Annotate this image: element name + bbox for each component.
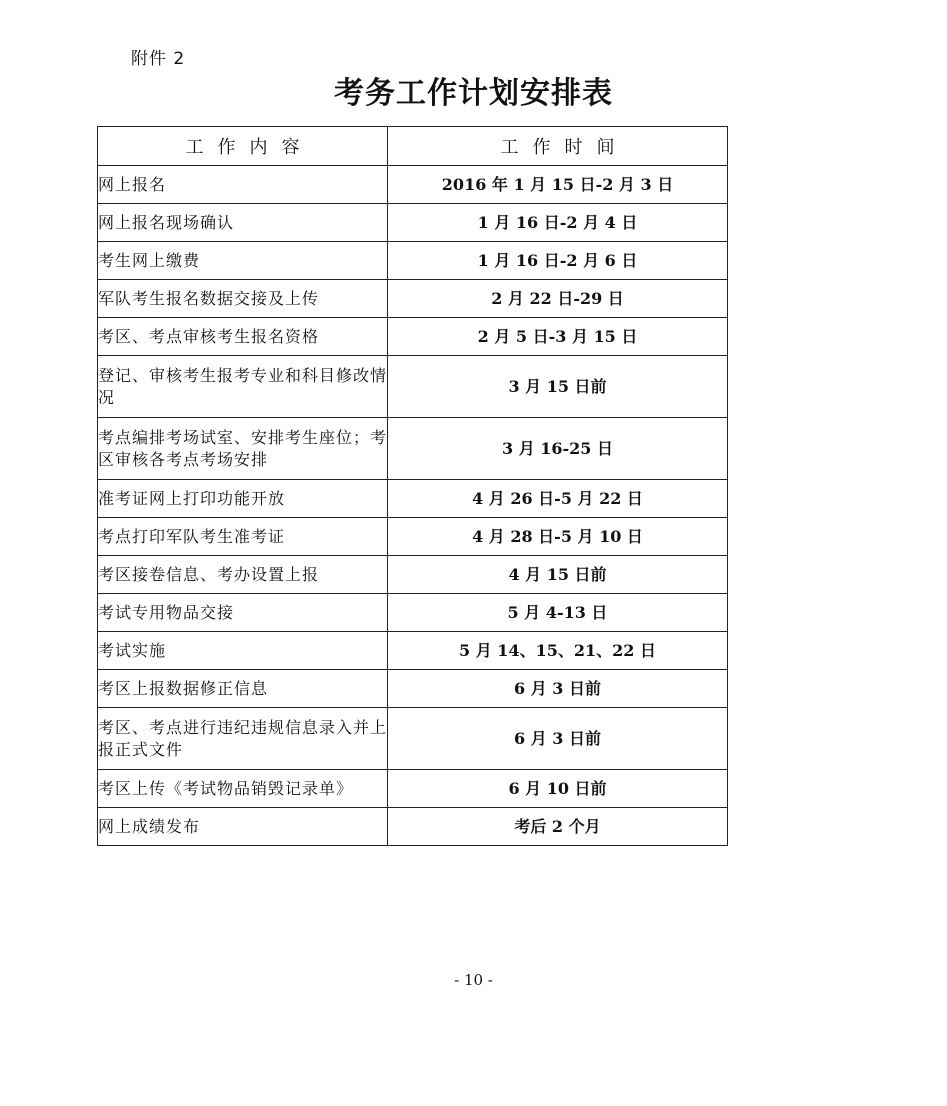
attachment-label: 附件 2	[131, 49, 186, 69]
table-row	[98, 204, 728, 242]
task-cell: 考点编排考场试室、安排考生座位；考区审核各考点考场安排	[98, 418, 388, 480]
time-cell: 2016 年 1 月 15 日-2 月 3 日	[388, 166, 728, 204]
table-row	[98, 594, 728, 632]
table-row	[98, 556, 728, 594]
time-cell: 4 月 15 日前	[388, 556, 728, 594]
task-cell: 考区、考点审核考生报名资格	[98, 318, 388, 356]
time-cell: 1 月 16 日-2 月 6 日	[388, 242, 728, 280]
table-row	[98, 670, 728, 708]
task-cell: 考生网上缴费	[98, 242, 388, 280]
table-row	[98, 632, 728, 670]
time-cell: 2 月 22 日-29 日	[388, 280, 728, 318]
task-cell: 考试实施	[98, 632, 388, 670]
time-cell: 6 月 3 日前	[388, 670, 728, 708]
task-cell: 考试专用物品交接	[98, 594, 388, 632]
task-cell: 网上报名现场确认	[98, 204, 388, 242]
table-row	[98, 280, 728, 318]
task-cell: 网上成绩发布	[98, 808, 388, 846]
table-row	[98, 166, 728, 204]
table-row	[98, 708, 728, 770]
task-cell: 军队考生报名数据交接及上传	[98, 280, 388, 318]
task-cell: 考区接卷信息、考办设置上报	[98, 556, 388, 594]
page-title: 考务工作计划安排表	[334, 76, 613, 111]
time-cell: 1 月 16 日-2 月 4 日	[388, 204, 728, 242]
table-row	[98, 418, 728, 480]
time-cell: 5 月 14、15、21、22 日	[388, 632, 728, 670]
table-row	[98, 518, 728, 556]
table-row	[98, 318, 728, 356]
task-cell: 考点打印军队考生准考证	[98, 518, 388, 556]
header-work-content: 工作内容	[98, 127, 388, 166]
time-cell: 考后 2 个月	[388, 808, 728, 846]
time-cell: 5 月 4-13 日	[388, 594, 728, 632]
task-cell: 考区上报数据修正信息	[98, 670, 388, 708]
time-cell: 2 月 5 日-3 月 15 日	[388, 318, 728, 356]
table-row	[98, 356, 728, 418]
page-number: - 10 -	[454, 971, 493, 989]
time-cell: 6 月 3 日前	[388, 708, 728, 770]
table-row	[98, 770, 728, 808]
table-row	[98, 808, 728, 846]
task-cell: 网上报名	[98, 166, 388, 204]
task-cell: 考区上传《考试物品销毁记录单》	[98, 770, 388, 808]
task-cell: 准考证网上打印功能开放	[98, 480, 388, 518]
table-row	[98, 480, 728, 518]
time-cell: 3 月 15 日前	[388, 356, 728, 418]
schedule-table	[97, 126, 728, 846]
time-cell: 4 月 26 日-5 月 22 日	[388, 480, 728, 518]
task-cell: 登记、审核考生报考专业和科目修改情况	[98, 356, 388, 418]
table-row	[98, 242, 728, 280]
task-cell: 考区、考点进行违纪违规信息录入并上报正式文件	[98, 708, 388, 770]
header-work-time: 工作时间	[388, 127, 728, 166]
time-cell: 3 月 16-25 日	[388, 418, 728, 480]
table-header-row	[98, 127, 728, 166]
time-cell: 4 月 28 日-5 月 10 日	[388, 518, 728, 556]
time-cell: 6 月 10 日前	[388, 770, 728, 808]
